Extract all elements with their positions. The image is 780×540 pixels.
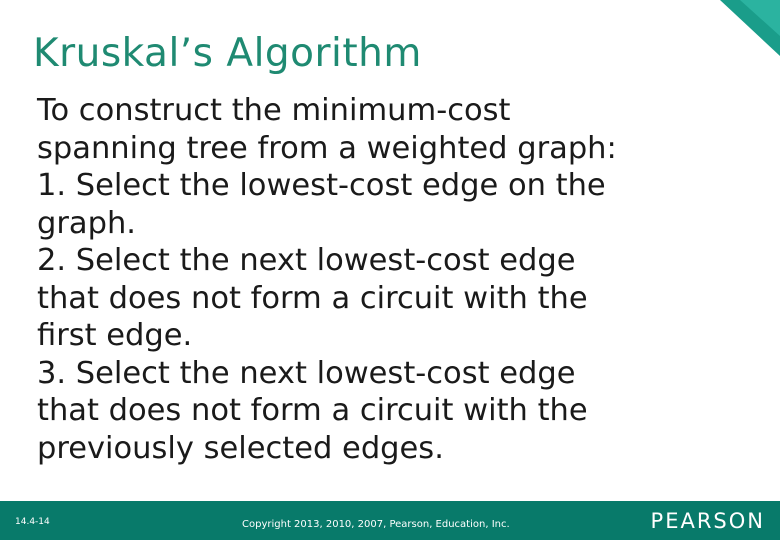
pearson-logo: PEARSON xyxy=(650,509,765,533)
body-line: 1. Select the lowest-cost edge on the xyxy=(37,168,606,203)
body-line: To construct the minimum-cost xyxy=(37,93,511,128)
slide-number: 14.4-14 xyxy=(15,517,50,527)
corner-accent-graphic xyxy=(720,0,780,56)
body-line: that does not form a circuit with the xyxy=(37,280,588,316)
copyright-text: Copyright 2013, 2010, 2007, Pearson, Education, Inc. xyxy=(242,519,510,530)
body-line: 2. Select the next lowest-cost edge xyxy=(37,243,576,278)
body-line: previously selected edges. xyxy=(37,430,444,466)
body-line: first edge. xyxy=(37,318,193,353)
body-line: graph. xyxy=(37,205,136,241)
footer-bar xyxy=(0,501,780,540)
slide-body xyxy=(37,92,767,467)
body-line: 3. Select the next lowest-cost edge xyxy=(37,355,576,391)
slide-title: Kruskal’s Algorithm xyxy=(33,31,422,76)
body-line: spanning tree from a weighted graph: xyxy=(37,130,617,166)
body-line: that does not form a circuit with the xyxy=(37,393,588,428)
